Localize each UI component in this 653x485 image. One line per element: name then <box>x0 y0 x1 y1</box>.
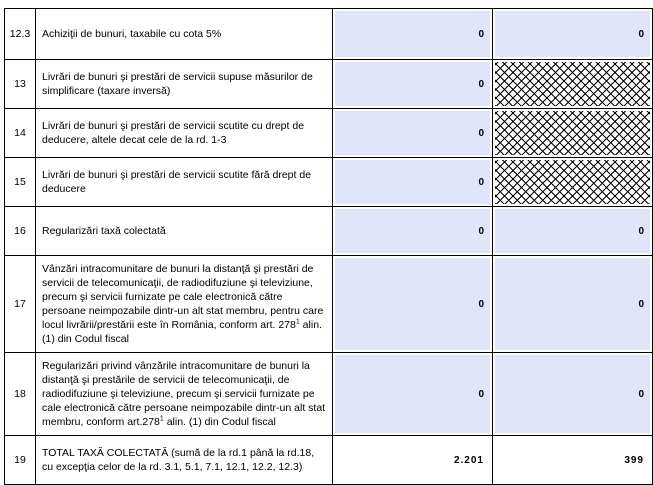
table-row <box>5 60 653 109</box>
row-description: Livrări de bunuri şi prestări de servicii scutite fără drept de deducere <box>36 158 333 207</box>
row-description: Livrări de bunuri şi prestări de servicii supuse măsurilor de simplificare (taxare inversă) <box>36 60 333 109</box>
row-description <box>36 353 333 436</box>
row-number: 19 <box>5 436 36 485</box>
hatched-disabled-cell <box>495 160 650 204</box>
table-row <box>5 9 653 60</box>
value-field[interactable]: 0 <box>335 160 490 204</box>
tax-field[interactable]: 0 <box>495 355 650 433</box>
row-description: Regularizări taxă colectată <box>36 207 333 256</box>
table-row <box>5 207 653 256</box>
row-description: Achiziţii de bunuri, taxabile cu cota 5% <box>36 9 333 60</box>
superscript: 1 <box>159 415 164 423</box>
tax-field[interactable]: 0 <box>495 11 650 57</box>
row-number: 18 <box>5 353 36 436</box>
row-number: 16 <box>5 207 36 256</box>
row-number: 17 <box>5 256 36 353</box>
row-description: Livrări de bunuri şi prestări de servicii scutite cu drept de deducere, altele decat cele de la rd. 1-3 <box>36 109 333 158</box>
table-row <box>5 158 653 207</box>
table-row <box>5 109 653 158</box>
row-number: 15 <box>5 158 36 207</box>
row-description-text: Regularizări privind vânzările intracomunitare de bunuri la distanţă şi prestările de servicii de telecomunicaţii, de radiodifuziune şi televiziune, precum şi servicii furnizate pe cale electronică către persoane neimpozabile dintr-un alt stat membru, conform art.278 <box>42 360 326 428</box>
row-description-suffix: alin. (1) din Codul fiscal <box>42 319 322 345</box>
value-field[interactable]: 0 <box>335 111 490 155</box>
row-number: 12.3 <box>5 9 36 60</box>
total-value: 2.201 <box>453 454 484 466</box>
superscript: 1 <box>295 318 300 326</box>
row-description-text: Vânzări intracomunitare de bunuri la distanţă şi prestări de servicii de telecomunicaţii, de radiodifuziune şi televiziune, precum şi servicii furnizate pe cale electronică către persoane neimpozabile dintr-un alt stat membru, pentru care locul livrării/prestării este în România, conform art. 278 <box>42 263 324 331</box>
total-tax: 399 <box>624 454 644 466</box>
row-number: 14 <box>5 109 36 158</box>
tax-form-table <box>4 8 653 485</box>
value-field[interactable]: 0 <box>335 62 490 106</box>
table-row <box>5 256 653 353</box>
row-description <box>36 256 333 353</box>
row-description-suffix: alin. (1) din Codul fiscal <box>163 416 276 428</box>
tax-field[interactable]: 0 <box>495 209 650 253</box>
total-note: (sumă de la rd.1 până la rd.18, cu excepţia celor de la rd. 3.1, 5.1, 7.1, 12.1, 12.2, 12.3) <box>42 447 315 473</box>
total-label: TOTAL TAXĂ COLECTATĂ <box>42 447 169 459</box>
hatched-disabled-cell <box>495 62 650 106</box>
row-description <box>36 436 333 485</box>
table-row <box>5 353 653 436</box>
hatched-disabled-cell <box>495 111 650 155</box>
value-field[interactable]: 0 <box>335 209 490 253</box>
value-field[interactable]: 0 <box>335 11 490 57</box>
tax-field[interactable]: 0 <box>495 258 650 350</box>
table-row <box>5 436 653 485</box>
value-field[interactable]: 0 <box>335 258 490 350</box>
value-field[interactable]: 0 <box>335 355 490 433</box>
row-number: 13 <box>5 60 36 109</box>
